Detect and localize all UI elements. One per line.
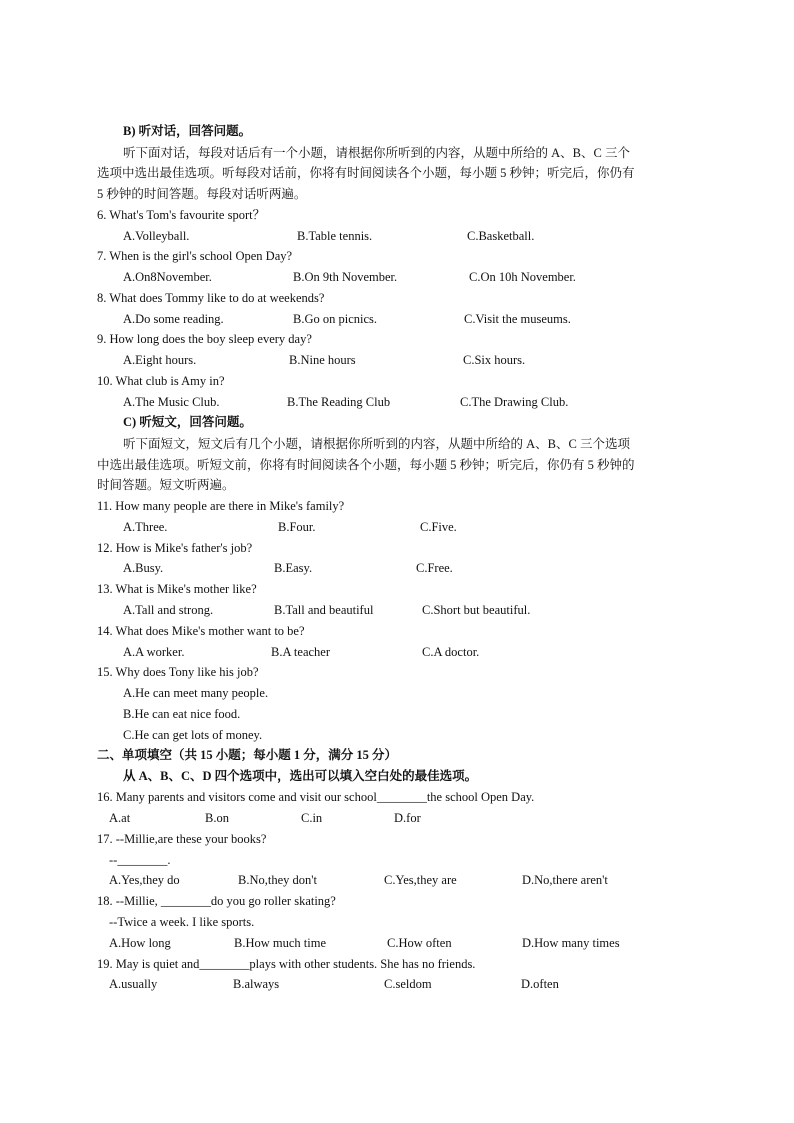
- q16-option-a: A.at: [109, 811, 131, 825]
- q16-option-b: B.on: [205, 811, 229, 825]
- question-17-reply: --________.: [109, 853, 171, 867]
- q17-option-d: D.No,there aren't: [522, 873, 608, 887]
- q10-option-a: A.The Music Club.: [123, 395, 220, 409]
- q14-option-a: A.A worker.: [123, 645, 185, 659]
- q7-option-a: A.On8November.: [123, 270, 212, 284]
- q18-option-a: A.How long: [109, 936, 171, 950]
- q6-option-c: C.Basketball.: [467, 229, 535, 243]
- q9-option-a: A.Eight hours.: [123, 353, 197, 367]
- q19-option-a: A.usually: [109, 977, 158, 991]
- q10-option-c: C.The Drawing Club.: [460, 395, 569, 409]
- q7-option-b: B.On 9th November.: [293, 270, 398, 284]
- question-18-reply: --Twice a week. I like sports.: [109, 915, 255, 929]
- q11-option-c: C.Five.: [420, 520, 457, 534]
- q9-option-b: B.Nine hours: [289, 353, 356, 367]
- section-b-instr-1: 听下面对话，每段对话后有一个小题，请根据你所听到的内容，从题中所给的 A、B、C 三个: [123, 146, 630, 160]
- part-2-heading: 二、单项填空（共 15 小题；每小题 1 分，满分 15 分）: [97, 748, 398, 762]
- question-17-stem: 17. --Millie,are these your books?: [97, 832, 267, 846]
- section-c-instr-3: 时间答题。短文听两遍。: [97, 478, 235, 492]
- q13-option-c: C.Short but beautiful.: [422, 603, 531, 617]
- question-11-stem: 11. How many people are there in Mike's family?: [97, 499, 345, 513]
- question-7-stem: 7. When is the girl's school Open Day?: [97, 249, 293, 263]
- q15-option-a: A.He can meet many people.: [123, 686, 269, 700]
- q18-option-d: D.How many times: [522, 936, 620, 950]
- q19-option-b: B.always: [233, 977, 280, 991]
- q6-option-b: B.Table tennis.: [297, 229, 373, 243]
- section-b-instr-3: 5 秒钟的时间答题。每段对话听两遍。: [97, 187, 307, 201]
- section-b-instr-2: 选项中选出最佳选项。听每段对话前，你将有时间阅读各个小题，每小题 5 秒钟；听完后，你仍有: [97, 166, 635, 180]
- section-c-instr-2: 中选出最佳选项。听短文前，你将有时间阅读各个小题，每小题 5 秒钟；听完后，你仍有 5 秒钟的: [97, 458, 635, 472]
- question-15-stem: 15. Why does Tony like his job?: [97, 665, 259, 679]
- question-19-stem: 19. May is quiet and________plays with other students. She has no friends.: [97, 957, 476, 971]
- q14-option-b: B.A teacher: [271, 645, 331, 659]
- question-14-stem: 14. What does Mike's mother want to be?: [97, 624, 305, 638]
- q6-option-a: A.Volleyball.: [123, 229, 190, 243]
- question-10-stem: 10. What club is Amy in?: [97, 374, 225, 388]
- q8-option-a: A.Do some reading.: [123, 312, 224, 326]
- question-12-stem: 12. How is Mike's father's job?: [97, 541, 253, 555]
- q15-option-b: B.He can eat nice food.: [123, 707, 241, 721]
- q17-option-a: A.Yes,they do: [109, 873, 180, 887]
- q15-option-c: C.He can get lots of money.: [123, 728, 263, 742]
- q18-option-c: C.How often: [387, 936, 452, 950]
- q14-option-c: C.A doctor.: [422, 645, 480, 659]
- q7-option-c: C.On 10h November.: [469, 270, 576, 284]
- section-c-instr-1: 听下面短文，短文后有几个小题，请根据你所听到的内容，从题中所给的 A、B、C 三个选项: [123, 437, 630, 451]
- q8-option-c: C.Visit the museums.: [464, 312, 571, 326]
- question-9-stem: 9. How long does the boy sleep every day?: [97, 332, 312, 346]
- q12-option-a: A.Busy.: [123, 561, 164, 575]
- q13-option-b: B.Tall and beautiful: [274, 603, 374, 617]
- q8-option-b: B.Go on picnics.: [293, 312, 378, 326]
- q13-option-a: A.Tall and strong.: [123, 603, 214, 617]
- q11-option-b: B.Four.: [278, 520, 316, 534]
- q16-option-c: C.in: [301, 811, 323, 825]
- q11-option-a: A.Three.: [123, 520, 168, 534]
- question-6-stem: 6. What's Tom's favourite sport？: [97, 208, 266, 222]
- q17-option-b: B.No,they don't: [238, 873, 317, 887]
- q12-option-b: B.Easy.: [274, 561, 313, 575]
- q10-option-b: B.The Reading Club: [287, 395, 391, 409]
- q12-option-c: C.Free.: [416, 561, 453, 575]
- q16-option-d: D.for: [394, 811, 421, 825]
- q17-option-c: C.Yes,they are: [384, 873, 457, 887]
- q18-option-b: B.How much time: [234, 936, 327, 950]
- question-13-stem: 13. What is Mike's mother like?: [97, 582, 257, 596]
- part-2-instr: 从 A、B、C、D 四个选项中，选出可以填入空白处的最佳选项。: [123, 769, 478, 783]
- q19-option-c: C.seldom: [384, 977, 432, 991]
- section-b-heading: B) 听对话，回答问题。: [123, 124, 252, 138]
- question-16-stem: 16. Many parents and visitors come and visit our school________the school Open Day.: [97, 790, 535, 804]
- q9-option-c: C.Six hours.: [463, 353, 526, 367]
- q19-option-d: D.often: [521, 977, 559, 991]
- question-18-stem: 18. --Millie, ________do you go roller skating?: [97, 894, 336, 908]
- question-8-stem: 8. What does Tommy like to do at weekends?: [97, 291, 325, 305]
- section-c-heading: C) 听短文，回答问题。: [123, 415, 252, 429]
